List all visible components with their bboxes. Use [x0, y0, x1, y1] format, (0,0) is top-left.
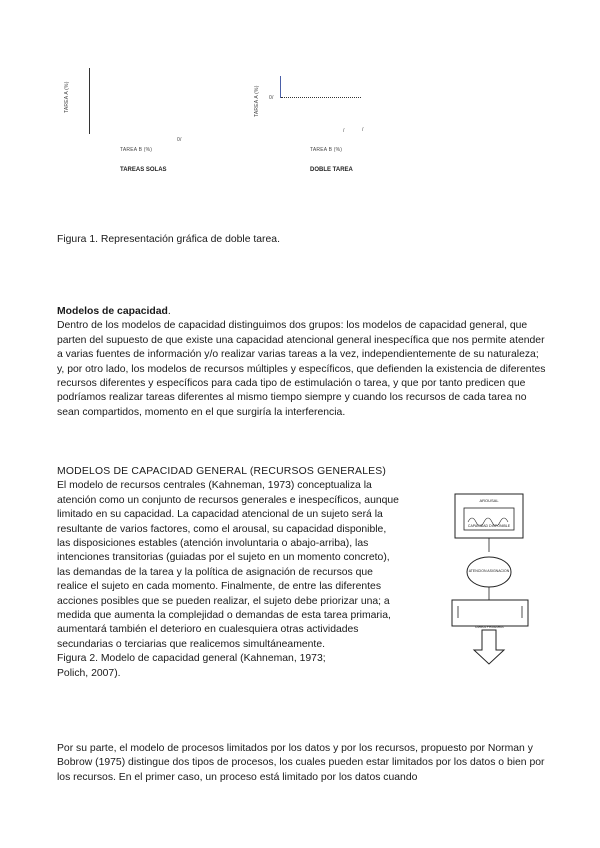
left-chart-y-label: TAREA A (%)	[64, 81, 70, 113]
section-general	[57, 465, 407, 681]
right-chart-caption: DOBLE TAREA	[310, 167, 353, 173]
arousal-label: AROUSAL	[479, 498, 499, 503]
right-chart-y-tick: 0/	[269, 95, 274, 101]
right-chart-y-label: TAREA A (%)	[254, 85, 260, 117]
section-limited	[57, 742, 547, 785]
figure-2-diagram	[440, 492, 540, 672]
section-capacity-paragraph: Dentro de los modelos de capacidad distinguimos dos grupos: los modelos de capacidad general, que parten del supuesto de que existe una capacidad atencional general inespecífica que nos permite atender a varias fuentes de información y/o realizar varias tareas a la vez, independientemente de su naturaleza; y, por otro lado, los modelos de recursos múltiples y específicos, que defienden la existencia de diferentes recursos diferentes y específicos para cada tipo de estimulación o tarea, y que por tanto predicen que podríamos realizar tareas diferentes al mismo tiempo siempre y cuando los recursos de cada tarea no sean compartidos, momento en el que surgiría la interferencia.	[57, 320, 546, 418]
right-chart-corner-b: /	[362, 127, 364, 133]
section-capacity-heading	[57, 305, 547, 319]
left-chart-x-tick: 0/	[177, 137, 182, 143]
section-capacity-heading-text: Modelos de capacidad	[57, 306, 168, 317]
section-capacity-heading-period: .	[167, 306, 171, 317]
figure-1-caption: Figura 1. Representación gráfica de doble tarea.	[57, 234, 280, 245]
section-limited-paragraph: Por su parte, el modelo de procesos limitados por los datos y por los recursos, propuesto por Norman y Bobrow (1975) distingue dos tipos de procesos, los cuales pueden estar limitados por los datos o bien por los recursos. En el primer caso, un proceso está limitado por los datos cuando	[57, 743, 545, 783]
primary-task-label: TAREA PRIMARIA	[474, 625, 504, 629]
section-capacity	[57, 305, 547, 420]
section-general-paragraph: El modelo de recursos centrales (Kahneman, 1973) conceptualiza la atención como un conjunto de recursos generales e inespecíficos, aunque limitado en su capacidad. La capacidad atencional de un sujeto será la resultante de varios factores, como el arousal, su capacidad disponible, las disposiciones estables (atención involuntaria o abajo-arriba), las intenciones transitorias (guiadas por el sujeto en un momento concreto), las demandas de la tarea y la política de asignación de recursos que realice el sujeto en cada momento. Finalmente, de entre las diferentes acciones posibles que se pueden realizar, el sujeto debe priorizar una; a medida que aumenta la complejidad o demandas de esta tarea primaria, aumentará también el deterioro en cualesquiera otras actividades secundarias o terciarias que realicemos simultáneamente.	[57, 480, 399, 650]
right-chart-y-axis	[280, 76, 281, 98]
right-chart-x-label: TAREA B (%)	[310, 147, 343, 153]
primary-task-box	[452, 600, 528, 626]
right-chart-corner-a: /	[343, 128, 345, 134]
allocation-label: ATENCION ASIGNACION	[468, 569, 510, 573]
figure-2-caption: Figura 2. Modelo de capacidad general (Kahneman, 1973; Polich, 2007).	[57, 653, 326, 679]
right-chart-dotted-line	[281, 97, 361, 98]
left-chart-caption: TAREAS SOLAS	[120, 167, 167, 173]
left-chart-x-label: TAREA B (%)	[120, 147, 153, 153]
capacity-label: CAPACIDAD DISPONIBLE	[467, 524, 511, 528]
left-chart-y-axis	[89, 68, 90, 134]
section-general-heading: MODELOS DE CAPACIDAD GENERAL (RECURSOS GENERALES)	[57, 466, 387, 477]
output-arrow	[474, 630, 504, 664]
